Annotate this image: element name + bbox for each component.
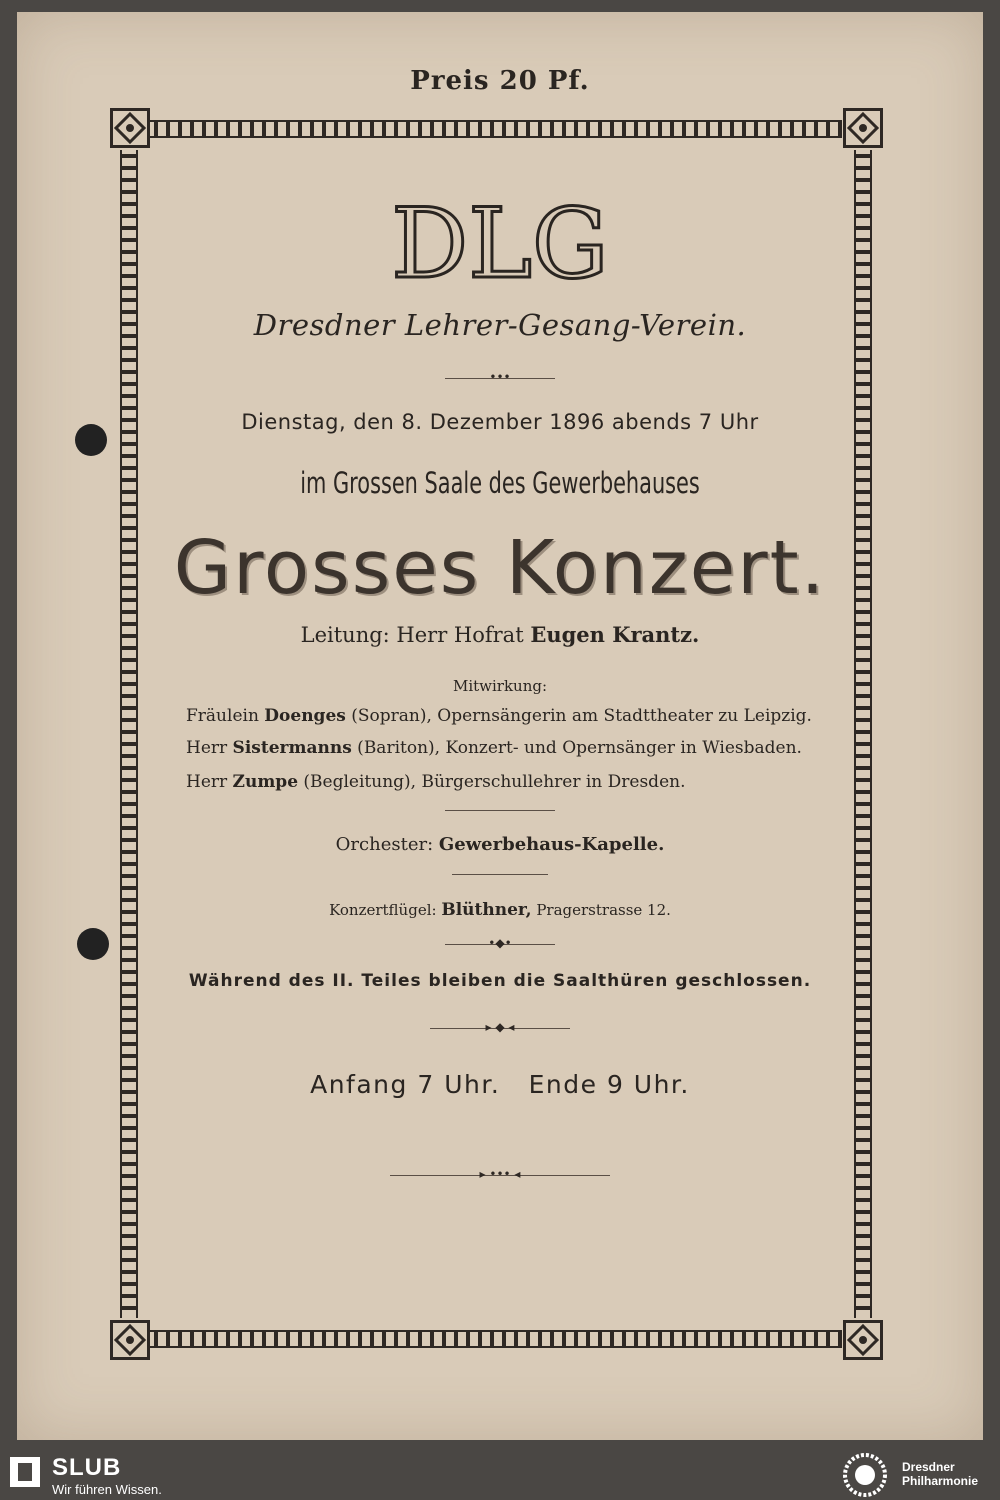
concert-venue: im Grossen Saale des Gewerbehauses (300, 466, 700, 500)
divider (445, 810, 555, 811)
conductor-line (0, 622, 1000, 647)
library-tagline: Wir führen Wissen. (52, 1482, 162, 1497)
partner-name[interactable] (902, 1460, 997, 1488)
divider (452, 874, 548, 875)
performer-title: Fräulein (186, 706, 265, 726)
piano-brand: Blüthner, (441, 900, 532, 920)
divider-ornament-icon: •◆• (488, 936, 512, 950)
performer-line (186, 738, 886, 758)
orchestra-line (0, 834, 1000, 855)
footer-bar (0, 1448, 1000, 1500)
performer-name: Doenges (264, 706, 346, 726)
performer-line (186, 706, 886, 726)
divider-ornament-icon: ••• (489, 370, 511, 384)
monogram-icon (391, 185, 609, 300)
orchestra-label: Orchester: (335, 834, 439, 855)
conductor-name: Eugen Krantz. (530, 622, 700, 647)
corner-ornament-icon (843, 1320, 883, 1360)
door-notice: Während des II. Teiles bleiben die Saalthüren geschlossen. (188, 971, 812, 991)
performer-name: Sistermanns (232, 738, 352, 758)
piano-line (0, 900, 1000, 920)
performer-detail: (Bariton), Konzert- und Opernsänger in Wiesbaden. (351, 738, 802, 758)
participation-label: Mitwirkung: (452, 677, 548, 695)
divider-ornament-icon: ▸ ••• ◂ (479, 1167, 521, 1181)
partner-name-line1: Dresdner (902, 1460, 955, 1474)
philharmonie-logo-icon[interactable] (842, 1452, 888, 1498)
corner-ornament-icon (110, 1320, 150, 1360)
concert-title: Grosses Konzert. (173, 525, 827, 611)
performer-title: Herr (186, 738, 233, 758)
performer-name: Zumpe (232, 772, 299, 792)
partner-name-line2: Philharmonie (902, 1474, 979, 1488)
orchestra-name: Gewerbehaus-Kapelle. (438, 834, 665, 855)
performer-detail: (Begleitung), Bürgerschullehrer in Dresden. (298, 772, 686, 792)
corner-ornament-icon (110, 108, 150, 148)
society-name: Dresdner Lehrer-Gesang-Verein. (253, 308, 747, 342)
svg-text:DLG: DLG (391, 188, 609, 300)
slub-logo-icon[interactable] (10, 1457, 40, 1487)
piano-address: Pragerstrasse 12. (531, 901, 671, 919)
performer-title: Herr (186, 772, 233, 792)
conductor-prefix: Leitung: Herr Hofrat (300, 623, 531, 647)
piano-label: Konzertflügel: (329, 901, 442, 919)
society-monogram (0, 185, 1000, 299)
divider-ornament-icon: ▸ ◆ ◂ (485, 1020, 515, 1034)
concert-date: Dienstag, den 8. Dezember 1896 abends 7 Uhr (241, 410, 759, 434)
performer-line (186, 772, 886, 792)
punch-hole-bottom (77, 928, 109, 960)
corner-ornament-icon (843, 108, 883, 148)
start-end-times: Anfang 7 Uhr. Ende 9 Uhr. (310, 1070, 690, 1099)
price-label: Preis 20 Pf. (410, 66, 590, 96)
library-name[interactable]: SLUB (52, 1454, 122, 1481)
performer-detail: (Sopran), Opernsängerin am Stadttheater zu Leipzig. (345, 706, 812, 726)
